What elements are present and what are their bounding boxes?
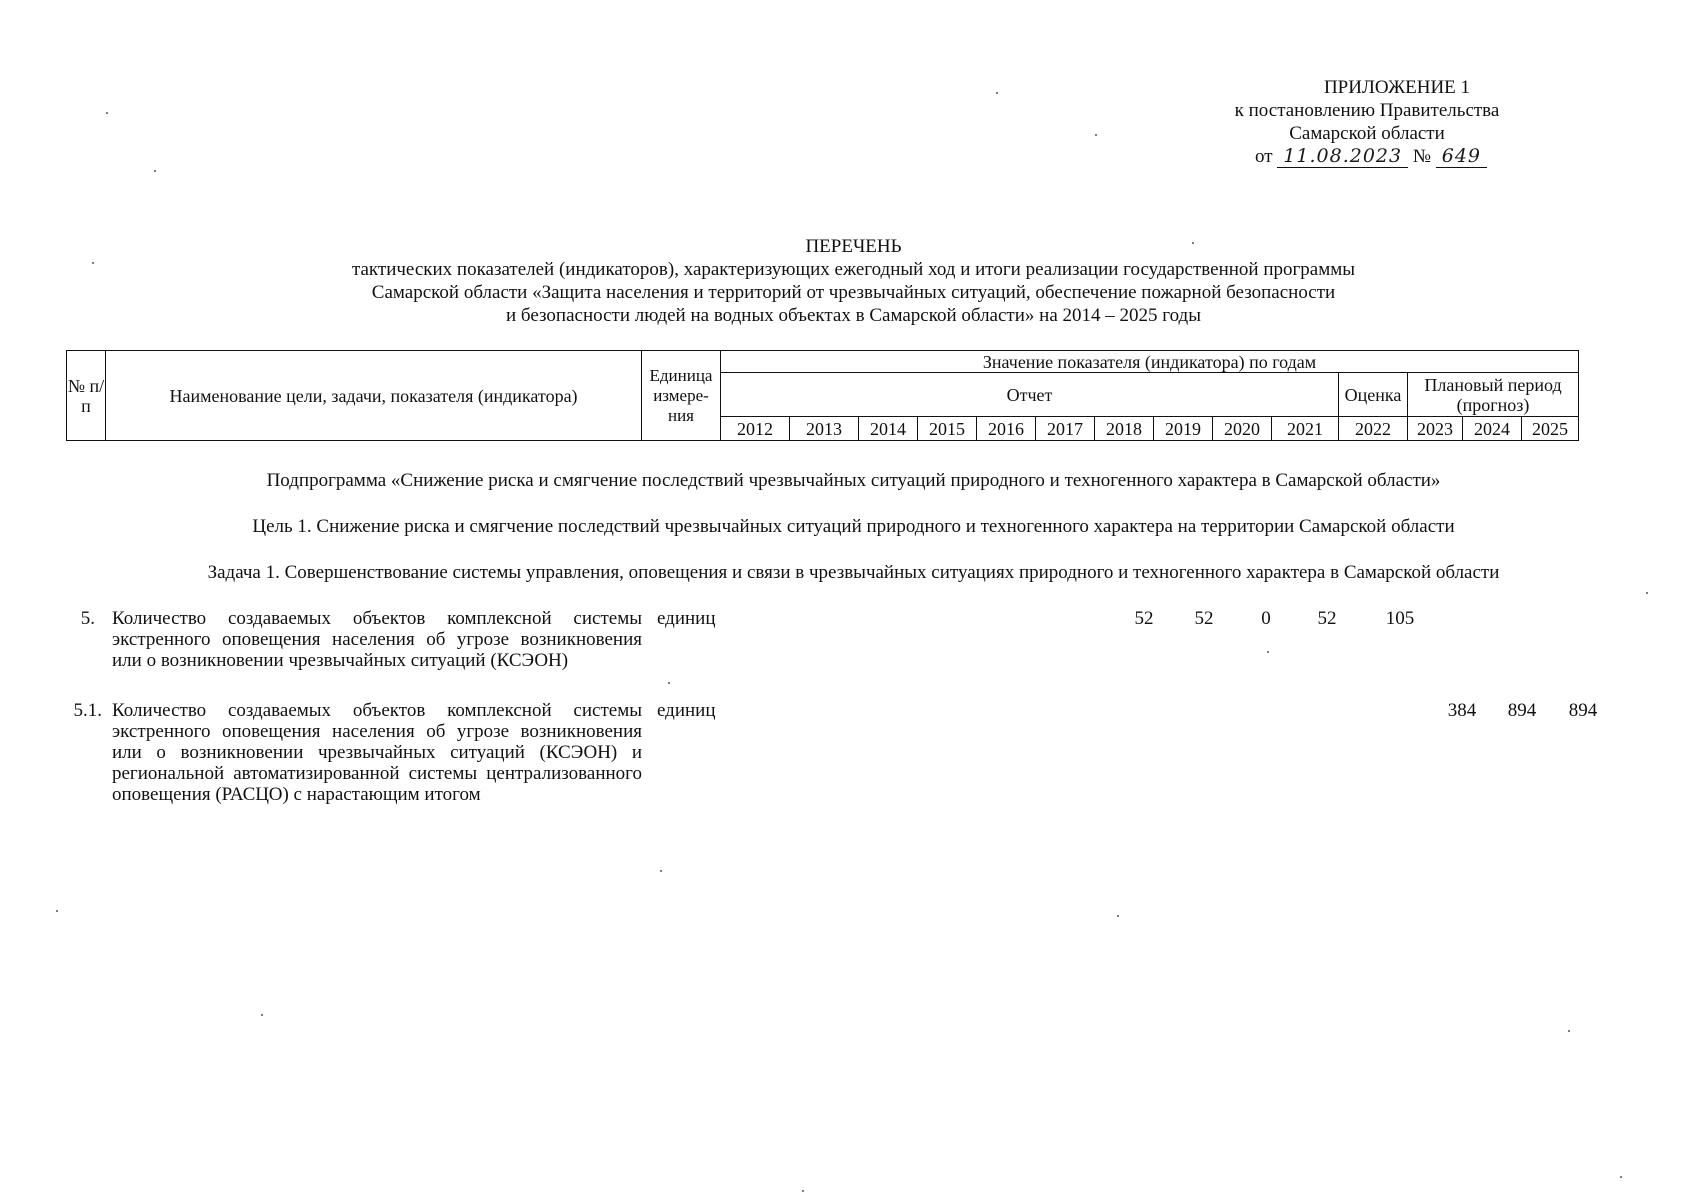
row-5-1-unit: единиц: [657, 700, 716, 721]
year-2024: 2024: [1463, 417, 1522, 441]
scan-speck: [1192, 242, 1194, 244]
row-5-unit: единиц: [657, 608, 716, 629]
indicator-header-table: [66, 350, 1579, 441]
year-2023: 2023: [1408, 417, 1463, 441]
year-2013: 2013: [790, 417, 859, 441]
year-2021: 2021: [1272, 417, 1339, 441]
year-2020: 2020: [1213, 417, 1272, 441]
row-5-value-2018: 52: [1134, 608, 1154, 629]
year-2014: 2014: [859, 417, 918, 441]
year-2025: 2025: [1522, 417, 1579, 441]
row-5-value-2019: 52: [1194, 608, 1214, 629]
title-line-2: тактических показателей (индикаторов), характеризующих ежегодный ход и итоги реализации государственной программы: [351, 259, 1356, 280]
header-planned: Плановый период (прогноз): [1408, 373, 1579, 417]
appendix-line-2: к постановлению Правительства: [1234, 100, 1500, 121]
handwritten-date: 11.08.2023: [1277, 145, 1408, 168]
date-prefix: от: [1255, 146, 1273, 167]
scan-speck: [1646, 592, 1648, 594]
appendix-block: [1217, 76, 1517, 168]
year-2016: 2016: [977, 417, 1036, 441]
row-5-value-2022: 105: [1385, 608, 1415, 629]
scan-speck: [1620, 1176, 1622, 1178]
title-line-3: Самарской области «Защита населения и территорий от чрезвычайных ситуаций, обеспечение пожарной безопасности: [371, 282, 1336, 303]
scan-speck: [1267, 651, 1269, 653]
year-2015: 2015: [918, 417, 977, 441]
appendix-line-3: Самарской области: [1289, 123, 1445, 144]
scan-speck: [1095, 134, 1097, 136]
row-5-1-value-2023: 384: [1447, 700, 1477, 721]
goal-heading: Цель 1. Снижение риска и смягчение последствий чрезвычайных ситуаций природного и техногенного характера на территории Самарской области: [252, 516, 1455, 537]
row-5-1-value-2025: 894: [1568, 700, 1598, 721]
scan-speck: [802, 1190, 804, 1192]
title-line-4: и безопасности людей на водных объектах в Самарской области» на 2014 – 2025 годы: [506, 305, 1201, 326]
scan-speck: [660, 870, 662, 872]
scan-speck: [261, 1014, 263, 1016]
scan-speck: [1568, 1030, 1570, 1032]
scan-speck: [1117, 915, 1119, 917]
row-5-value-2020: 0: [1261, 608, 1271, 629]
year-2017: 2017: [1036, 417, 1095, 441]
scan-speck: [668, 682, 670, 684]
row-5-value-2021: 52: [1317, 608, 1337, 629]
header-name: Наименование цели, задачи, показателя (индикатора): [106, 351, 642, 441]
header-report: Отчет: [721, 373, 1339, 417]
scan-speck: [106, 112, 108, 114]
title-line-1: ПЕРЕЧЕНЬ: [805, 236, 902, 257]
scan-speck: [56, 910, 58, 912]
document-title: [0, 235, 1707, 327]
subprogram-heading: Подпрограмма «Снижение риска и смягчение последствий чрезвычайных ситуаций природного и техногенного характера в Самарской области»: [266, 470, 1441, 491]
scan-speck: [92, 262, 94, 264]
handwritten-number: 649: [1436, 145, 1487, 168]
task-heading: Задача 1. Совершенствование системы управления, оповещения и связи в чрезвычайных ситуациях природного и техногенного характера в Самарской области: [207, 562, 1500, 583]
row-5-number: 5.: [80, 608, 95, 629]
year-2012: 2012: [721, 417, 790, 441]
header-unit: Единица измере- ния: [642, 351, 721, 441]
year-2019: 2019: [1154, 417, 1213, 441]
row-5-1-name: Количество создаваемых объектов комплексной системы экстренного оповещения населения об угрозе возникновения или о возникновении чрезвычайных ситуаций (КСЭОН) и региональной автоматизированной системы централизованного оповещения (РАСЦО) с нарастающим итогом: [112, 700, 642, 805]
row-5-1-number: 5.1.: [73, 700, 102, 721]
appendix-date-line: [1217, 145, 1517, 168]
year-2022: 2022: [1339, 417, 1408, 441]
year-2018: 2018: [1095, 417, 1154, 441]
scan-speck: [154, 170, 156, 172]
header-values-by-year: Значение показателя (индикатора) по годам: [721, 351, 1579, 373]
row-5-1-value-2024: 894: [1507, 700, 1537, 721]
header-no: № п/п: [67, 351, 106, 441]
number-prefix: №: [1412, 146, 1431, 167]
appendix-heading: ПРИЛОЖЕНИЕ 1: [1323, 77, 1471, 98]
scan-speck: [996, 92, 998, 94]
row-5-name: Количество создаваемых объектов комплексной системы экстренного оповещения населения об угрозе возникновения или о возникновении чрезвычайных ситуаций (КСЭОН): [112, 608, 642, 671]
header-estimate: Оценка: [1339, 373, 1408, 417]
